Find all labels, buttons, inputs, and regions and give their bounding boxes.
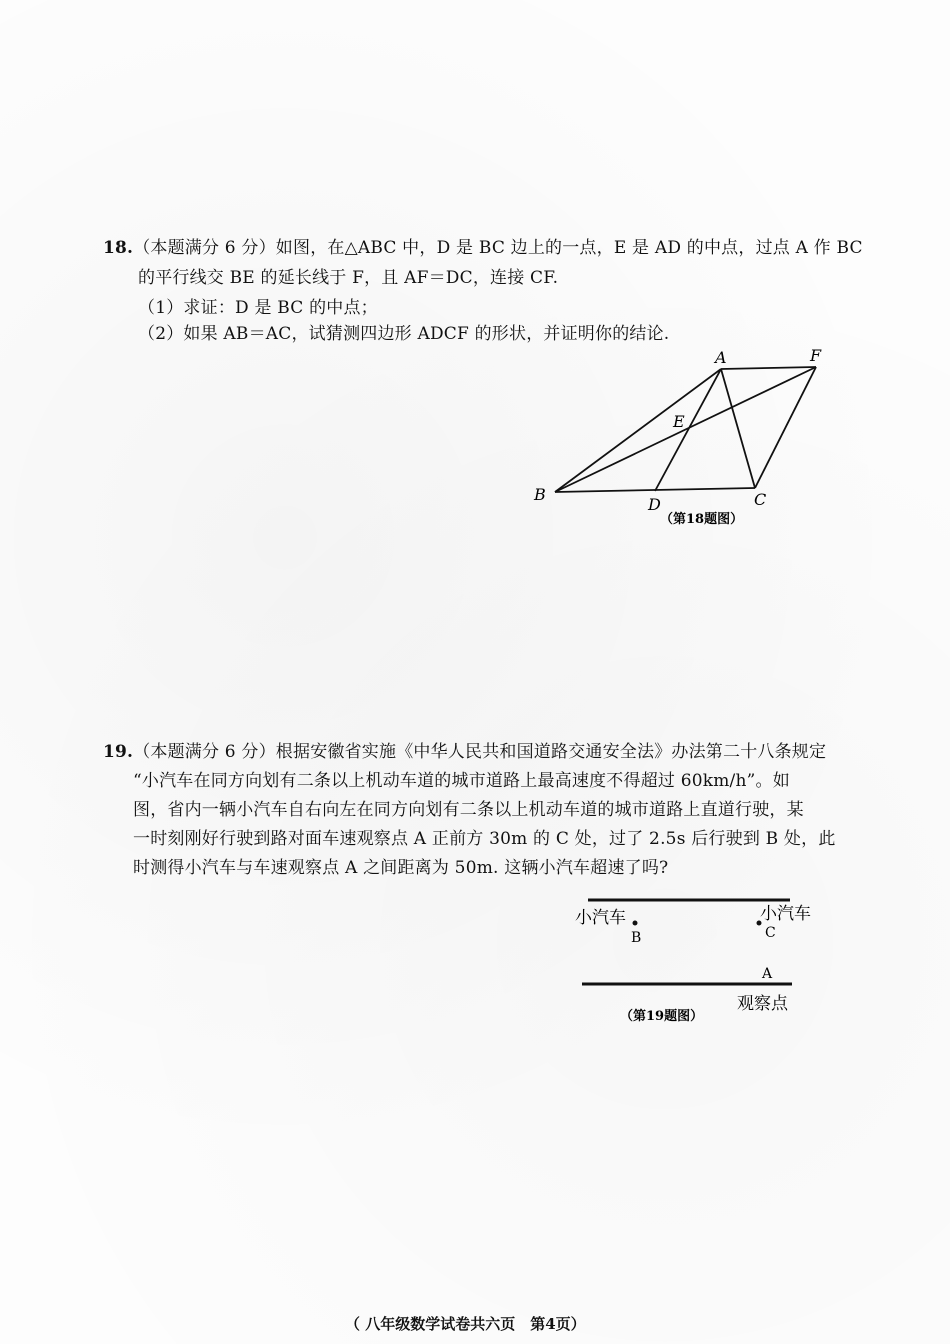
label-C: C	[765, 925, 776, 941]
q18-line2: 的平行线交 BE 的延长线于 F，且 AF＝DC，连接 CF.	[138, 268, 559, 288]
q18-figure	[520, 345, 840, 535]
segment-BF	[555, 367, 816, 492]
segment-CF	[755, 367, 816, 488]
q19-caption: （第19题图）	[620, 1009, 704, 1024]
point-B	[633, 921, 638, 926]
car-left-label: 小汽车	[575, 908, 626, 928]
segment-AB	[555, 369, 721, 492]
q19-line2: “小汽车在同方向划有二条以上机动车道的城市道路上最高速度不得超过 60km/h”。如	[133, 771, 790, 791]
q19-line1: 19.（本题满分 6 分）根据安徽省实施《中华人民共和国道路交通安全法》办法第二十八条规定	[103, 742, 827, 762]
q18-number: 18.	[103, 238, 134, 258]
label-F: F	[810, 346, 822, 365]
q18-caption: （第18题图）	[660, 512, 744, 527]
q18-part1: （1）求证：D 是 BC 的中点；	[138, 298, 378, 318]
label-A: A	[762, 966, 773, 982]
label-A: A	[715, 348, 727, 367]
label-C: C	[754, 490, 767, 509]
q19-line5: 时测得小汽车与车速观察点 A 之间距离为 50m. 这辆小汽车超速了吗?	[133, 858, 669, 878]
segment-AC	[721, 369, 755, 488]
q19-number: 19.	[103, 742, 134, 762]
segment-AF	[721, 367, 816, 369]
label-D: D	[648, 495, 661, 514]
q18-line1: 18.（本题满分 6 分）如图，在△ABC 中，D 是 BC 边上的一点，E 是 AD 的中点，过点 A 作 BC	[103, 238, 863, 258]
observer-label: 观察点	[737, 994, 788, 1014]
label-E: E	[673, 412, 685, 431]
q19-line4: 一时刻刚好行驶到路对面车速观察点 A 正前方 30m 的 C 处，过了 2.5s 后行驶到 B 处，此	[133, 829, 836, 849]
segment-AD	[655, 369, 721, 491]
page-footer: （ 八年级数学试卷共六页 第4页）	[345, 1315, 586, 1333]
car-right-label: 小汽车	[760, 904, 811, 924]
q19-line3: 图，省内一辆小汽车自右向左在同方向划有二条以上机动车道的城市道路上直道行驶，某	[133, 800, 804, 820]
label-B: B	[534, 485, 546, 504]
q18-part2: （2）如果 AB＝AC，试猜测四边形 ADCF 的形状，并证明你的结论.	[138, 324, 670, 344]
label-B: B	[631, 930, 642, 946]
q19-figure	[560, 890, 840, 1030]
